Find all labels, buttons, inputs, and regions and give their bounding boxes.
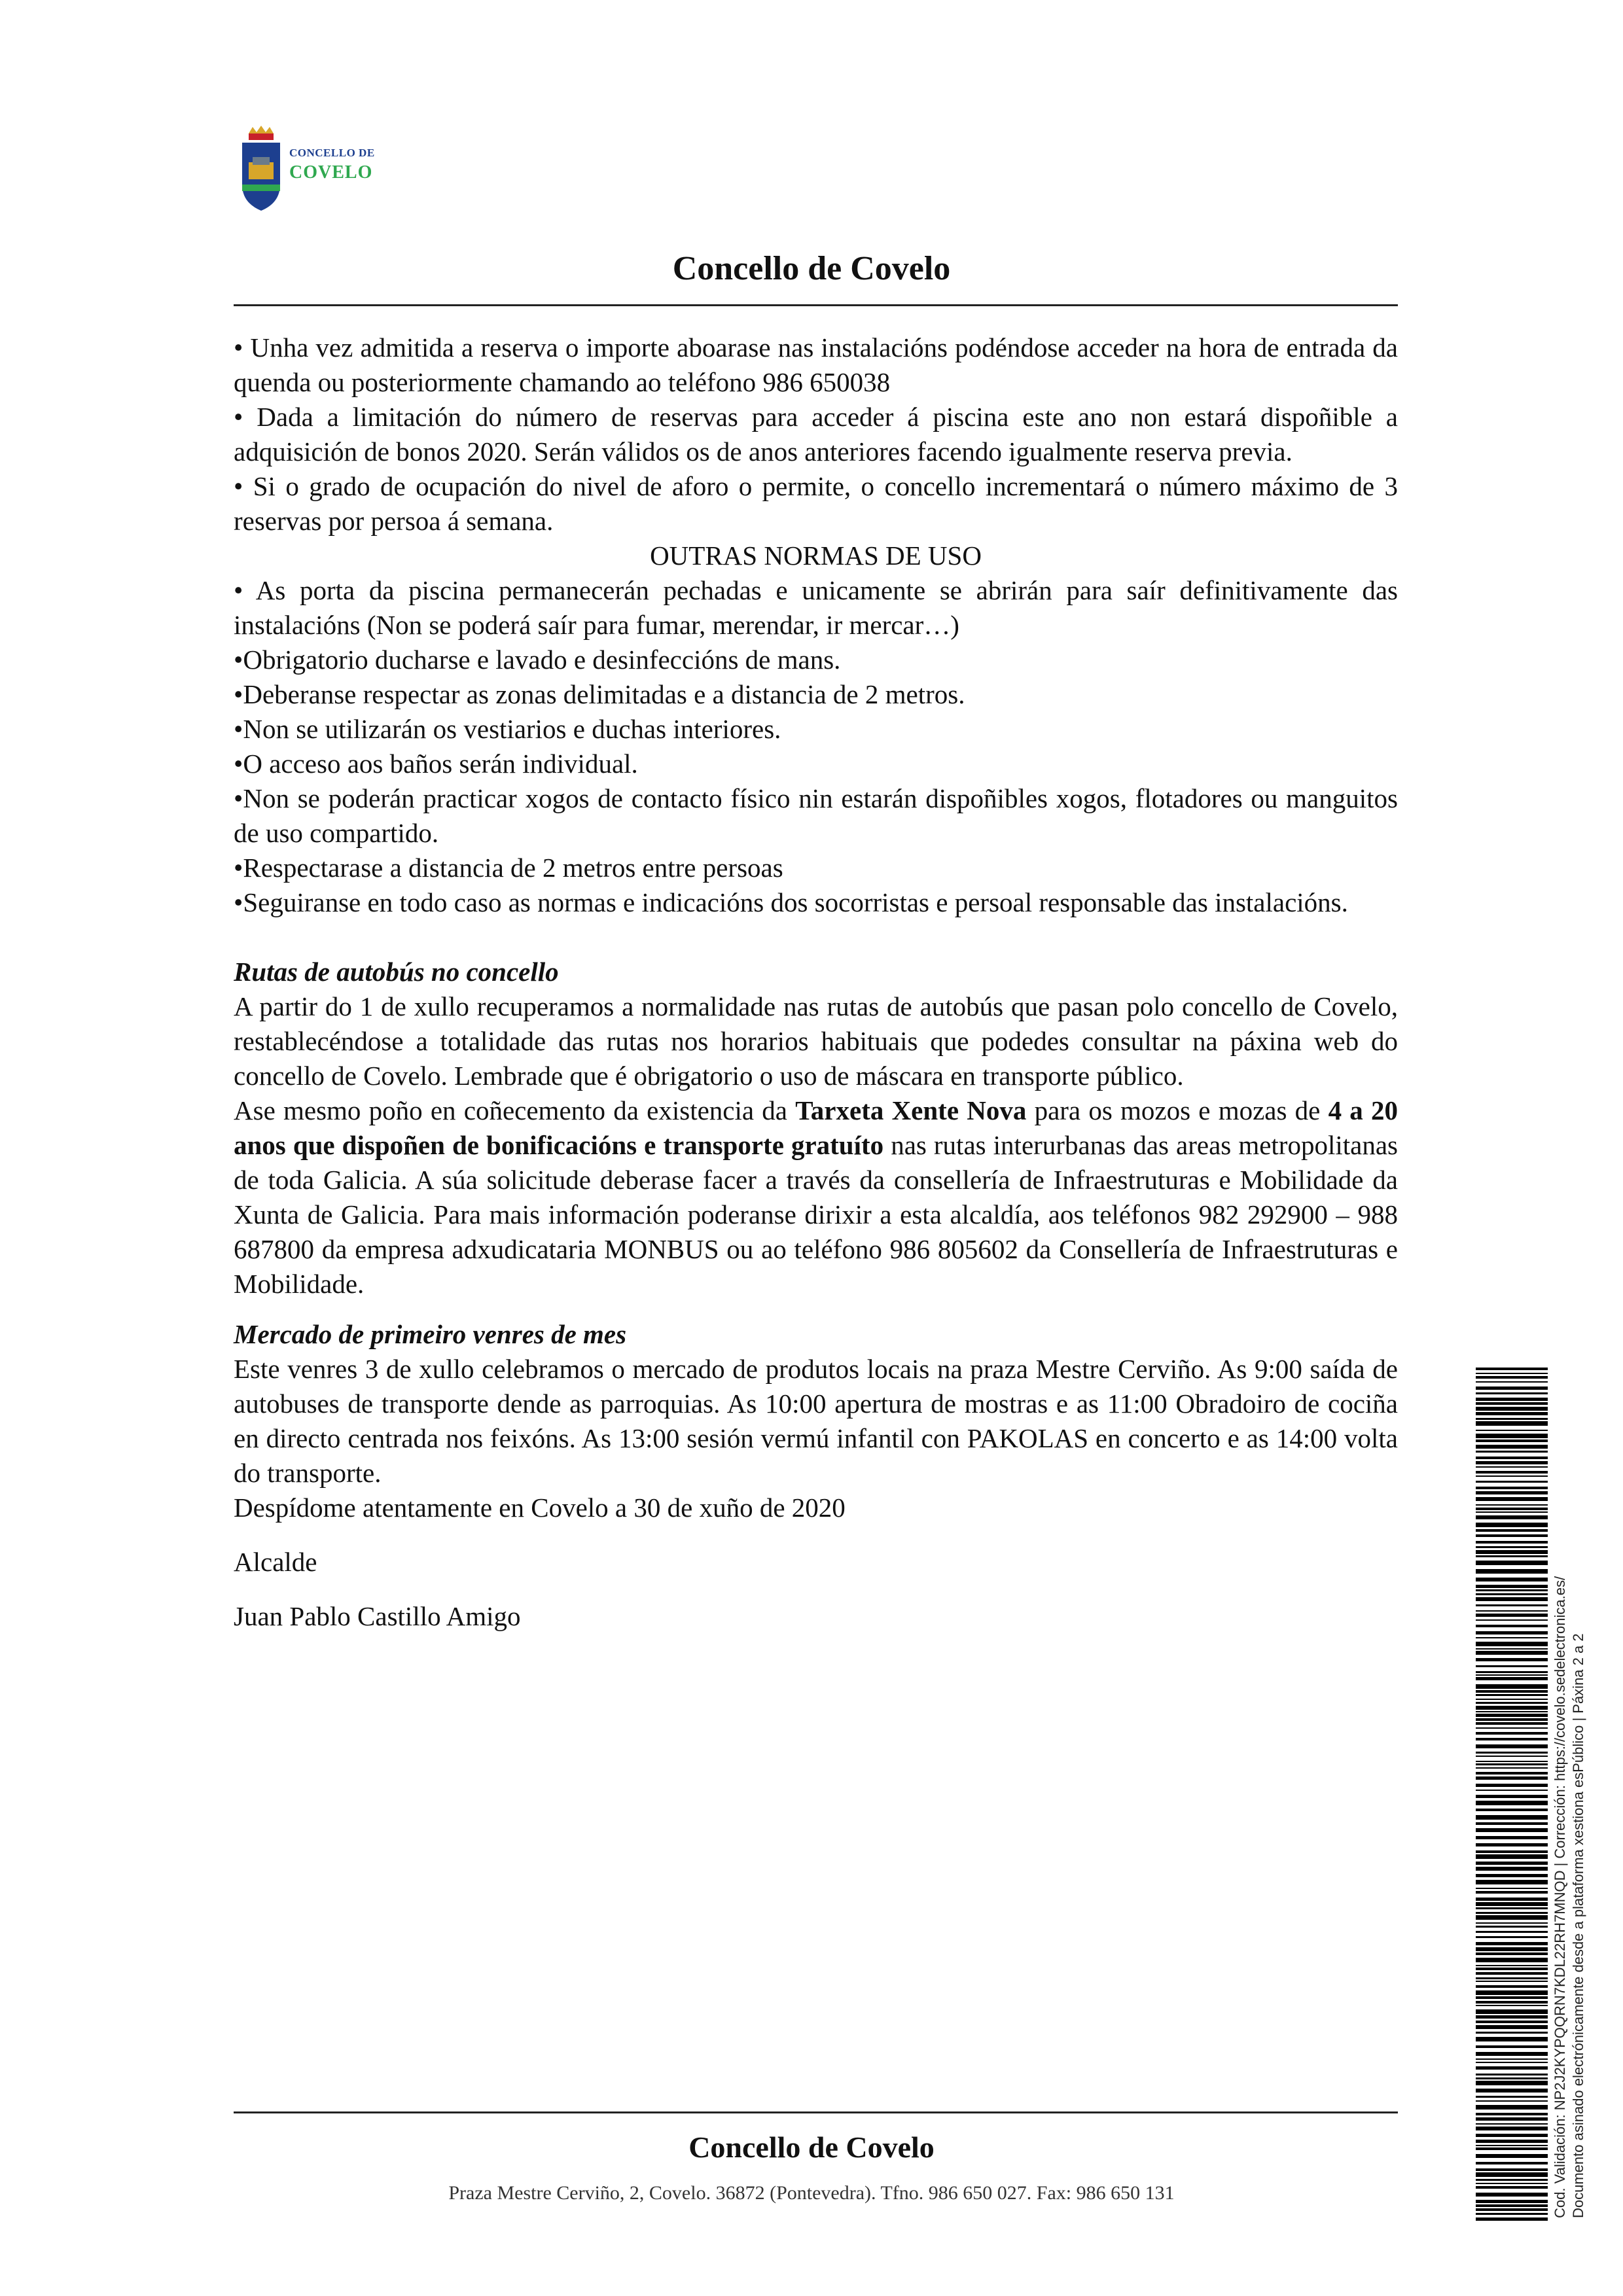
rule-item: •O acceso aos baños serán individual.: [234, 749, 638, 779]
paragraph-capacity-increase: • Si o grado de ocupación do nivel de aforo o permite, o concello incrementará o número máximo de 3 reservas por persoa á semana.: [234, 471, 1398, 536]
header-divider: [234, 304, 1398, 306]
rule-item: •Respectarase a distancia de 2 metros entre persoas: [234, 853, 783, 883]
paragraph-market: Este venres 3 de xullo celebramos o mercado de produtos locais na praza Mestre Cerviño. As 9:00 saída de autobuses de transporte dende as parroquias. As 10:00 apertura de mostras e as 11:00 Obradoiro de cociña en directo centrada nos feixóns. As 13:00 sesión vermú infantil con PAKOLAS en concerto e as 14:00 volta do transporte.: [234, 1354, 1398, 1488]
logo-text-line1: CONCELLO DE: [289, 147, 375, 159]
paragraph-bus-routes: A partir do 1 de xullo recuperamos a normalidade nas rutas de autobús que pasan polo concello de Covelo, restablecéndose a totalidade das rutas nos horarios habituais que podedes consultar na páxina web do concello de Covelo. Lembrade que é obrigatorio o uso de máscara en transporte público.: [234, 991, 1398, 1091]
council-logo: [237, 124, 387, 222]
rule-item: •Non se utilizarán os vestiarios e duchas interiores.: [234, 714, 781, 744]
coat-of-arms-icon: [237, 124, 286, 216]
e-signature-line: Documento asinado electrónicamente desde a plataforma xestiona esPúblico | Páxina 2 a 2: [1570, 1633, 1586, 2218]
footer-address: Praza Mestre Cerviño, 2, Covelo. 36872 (Pontevedra). Tfno. 986 650 027. Fax: 986 650 131: [448, 2182, 1175, 2204]
validation-code-line: Cod. Validación: NP2J2KYPQQRN7KDL22RH7MNQD | Corrección: https://covelo.sedelectronica.es/: [1552, 1576, 1568, 2218]
youth-card-text: para os mozos e mozas de: [1026, 1095, 1329, 1125]
page-header-title: Concello de Covelo: [672, 250, 951, 287]
other-rules-title: OUTRAS NORMAS DE USO: [650, 540, 982, 571]
signer-name: Juan Pablo Castillo Amigo: [234, 1601, 521, 1631]
bus-routes-heading: Rutas de autobús no concello: [234, 957, 559, 987]
rule-item: •Obrigatorio ducharse e lavado e desinfeccións de mans.: [234, 645, 841, 675]
logo-text-line2: COVELO: [289, 162, 373, 183]
rule-item: • As porta da piscina permanecerán pechadas e unicamente se abrirán para saír definitivamente das instalacións (Non se poderá saír para fumar, merendar, ir mercar…): [234, 575, 1398, 640]
market-heading: Mercado de primeiro venres de mes: [234, 1319, 627, 1349]
youth-card-text: nas rutas interurbanas das areas metropolitanas de toda Galicia. A súa solicitude deberase facer a través da consellería de Infraestruturas e Mobilidade da Xunta de Galicia. Para mais información poderanse dirixir a esta alcaldía, aos teléfonos 982 292900 – 988 687800 da empresa adxudicataria MONBUS ou ao teléfono 986 805602 da Consellería de Infraestruturas e Mobilidade.: [234, 1130, 1398, 1299]
footer-title: Concello de Covelo: [688, 2130, 935, 2164]
rule-item: •Deberanse respectar as zonas delimitadas e a distancia de 2 metros.: [234, 679, 965, 709]
youth-card-benefit: 4 a 20 anos que dispoñen de bonificacións e transporte gratuíto: [234, 1095, 1399, 1160]
farewell-line: Despídome atentamente en Covelo a 30 de xuño de 2020: [234, 1492, 846, 1523]
rule-item: •Seguiranse en todo caso as normas e indicacións dos socorristas e persoal responsable das instalacións.: [234, 887, 1348, 917]
paragraph-youth-card: [234, 1093, 1398, 1301]
document-body: [234, 330, 1398, 1634]
youth-card-text: Ase mesmo poño en coñecemento da existencia da: [234, 1095, 796, 1125]
footer-divider: [234, 2111, 1398, 2113]
validation-barcode: [1476, 1368, 1548, 2225]
rule-item: •Non se poderán practicar xogos de contacto físico nin estarán dispoñibles xogos, flotadores ou manguitos de uso compartido.: [234, 783, 1398, 848]
youth-card-name: Tarxeta Xente Nova: [795, 1095, 1027, 1125]
paragraph-bonus-limitation: • Dada a limitación do número de reservas para acceder á piscina este ano non estará dispoñible a adquisición de bonos 2020. Serán válidos os de anos anteriores facendo igualmente reserva previa.: [234, 402, 1398, 467]
paragraph-reservation-payment: • Unha vez admitida a reserva o importe aboarase nas instalacións podéndose acceder na hora de entrada da quenda ou posteriormente chamando ao teléfono 986 650038: [234, 332, 1398, 397]
side-validation-text: [1551, 1354, 1588, 2218]
signer-role: Alcalde: [234, 1547, 317, 1577]
